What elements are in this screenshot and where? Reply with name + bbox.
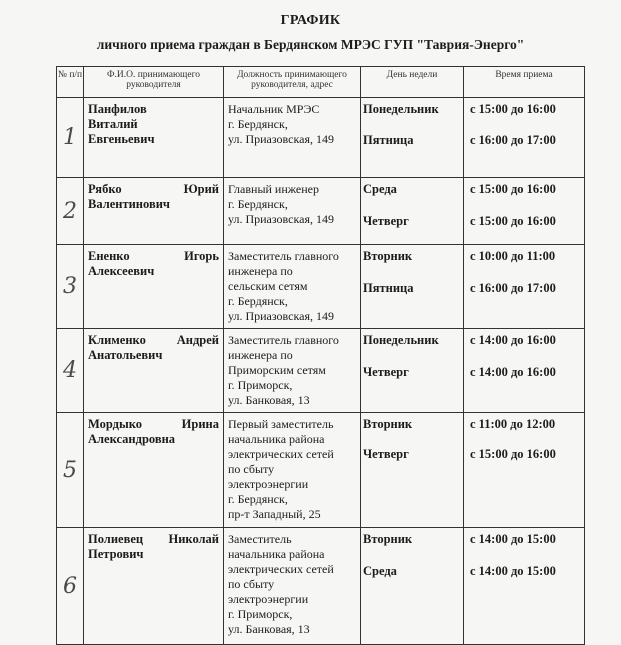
position-line: инженера по <box>228 264 293 278</box>
weekday: Вторник <box>363 417 413 431</box>
position-line: ул. Приазовская, 149 <box>228 212 334 226</box>
name-part: Клименко <box>88 333 146 347</box>
position-line: г. Бердянск, <box>228 294 288 308</box>
name-first-line <box>88 333 223 348</box>
name-part: Анатольевич <box>88 348 163 362</box>
table-row <box>57 245 585 329</box>
position-line: пр-т Западный, 25 <box>228 507 321 521</box>
table-row <box>57 528 585 645</box>
document-subtitle: личного приема граждан в Бердянском МРЭС ГУП "Таврия-Энерго" <box>96 37 525 52</box>
table-row <box>57 178 585 245</box>
position-line: электрических сетей <box>228 447 334 461</box>
table-body <box>57 98 585 645</box>
row-number: 2 <box>57 178 84 245</box>
time-cell <box>464 178 585 245</box>
position-line: инженера по <box>228 348 293 362</box>
position-address <box>224 329 361 413</box>
weekday: Понедельник <box>363 102 439 116</box>
position-line: г. Приморск, <box>228 607 293 621</box>
weekday-cell <box>361 98 464 178</box>
weekday: Среда <box>363 564 397 578</box>
name-part: Панфилов <box>88 102 147 116</box>
reception-time: с 10:00 до 11:00 <box>470 249 556 263</box>
position-line: Заместитель главного <box>228 333 339 347</box>
reception-time: с 14:00 до 15:00 <box>470 564 556 578</box>
person-name <box>84 329 224 413</box>
table-row <box>57 329 585 413</box>
time-cell <box>464 245 585 329</box>
name-part: Алексеевич <box>88 264 155 278</box>
weekday-cell <box>361 528 464 645</box>
weekday: Четверг <box>363 447 409 461</box>
reception-time: с 11:00 до 12:00 <box>470 417 556 431</box>
row-number: 1 <box>57 98 84 178</box>
position-address <box>224 178 361 245</box>
reception-time: с 15:00 до 16:00 <box>470 447 556 461</box>
reception-time: с 16:00 до 17:00 <box>470 281 556 295</box>
weekday: Пятница <box>363 133 414 147</box>
reception-time: с 14:00 до 16:00 <box>470 333 556 347</box>
table-header-row <box>57 67 585 98</box>
reception-time: с 15:00 до 16:00 <box>470 102 556 116</box>
name-part: Александровна <box>88 432 176 446</box>
reception-time: с 15:00 до 16:00 <box>470 214 556 228</box>
position-line: по сбыту <box>228 577 275 591</box>
reception-time: с 16:00 до 17:00 <box>470 133 556 147</box>
position-line: г. Приморск, <box>228 378 293 392</box>
position-line: ул. Банковая, 13 <box>228 393 310 407</box>
position-address <box>224 98 361 178</box>
header-position: Должность принимающего руководителя, адрес <box>224 67 361 98</box>
weekday: Четверг <box>363 214 409 228</box>
person-name <box>84 245 224 329</box>
position-line: г. Бердянск, <box>228 197 288 211</box>
position-line: ул. Банковая, 13 <box>228 622 310 636</box>
name-part: Евгеньевич <box>88 132 155 146</box>
position-line: электрических сетей <box>228 562 334 576</box>
row-number: 5 <box>57 413 84 528</box>
header-name: Ф.И.О. принимающего руководителя <box>84 67 224 98</box>
name-first-line <box>88 182 223 197</box>
name-part: Мордыко <box>88 417 143 431</box>
person-name <box>84 528 224 645</box>
weekday: Пятница <box>363 281 414 295</box>
position-line: электроэнергии <box>228 592 309 606</box>
position-line: Начальник МРЭС <box>228 102 320 116</box>
name-part: Юрий <box>183 182 219 196</box>
position-line: г. Бердянск, <box>228 117 288 131</box>
row-number: 6 <box>57 528 84 645</box>
weekday: Четверг <box>363 365 409 379</box>
name-part: Петрович <box>88 547 144 561</box>
position-line: сельским сетям <box>228 279 308 293</box>
table-row <box>57 413 585 528</box>
position-line: начальника района <box>228 547 325 561</box>
position-line: г. Бердянск, <box>228 492 288 506</box>
header-time: Время приема <box>464 67 585 98</box>
weekday-cell <box>361 245 464 329</box>
schedule-table <box>56 66 585 645</box>
row-number: 4 <box>57 329 84 413</box>
position-line: Приморским сетям <box>228 363 326 377</box>
weekday-cell <box>361 413 464 528</box>
position-address <box>224 528 361 645</box>
position-line: Заместитель главного <box>228 249 339 263</box>
name-part: Ененко <box>88 249 130 263</box>
time-cell <box>464 98 585 178</box>
header-day: День недели <box>361 67 464 98</box>
name-part: Валентинович <box>88 197 170 211</box>
name-part: Николай <box>168 532 219 546</box>
position-line: по сбыту <box>228 462 275 476</box>
position-line: ул. Приазовская, 149 <box>228 309 334 323</box>
weekday: Вторник <box>363 249 413 263</box>
name-first-line <box>88 417 223 432</box>
weekday: Понедельник <box>363 333 439 347</box>
reception-time: с 14:00 до 16:00 <box>470 365 556 379</box>
header-num: № п/п <box>57 67 84 98</box>
name-part: Игорь <box>184 249 219 263</box>
position-line: ул. Приазовская, 149 <box>228 132 334 146</box>
weekday: Среда <box>363 182 397 196</box>
name-part: Полиевец <box>88 532 144 546</box>
time-cell <box>464 329 585 413</box>
person-name <box>84 178 224 245</box>
position-address <box>224 413 361 528</box>
time-cell <box>464 528 585 645</box>
name-first-line <box>88 532 223 547</box>
row-number: 3 <box>57 245 84 329</box>
name-part: Виталий <box>88 117 138 131</box>
name-first-line <box>88 102 223 117</box>
weekday-cell <box>361 178 464 245</box>
document-title: ГРАФИК <box>280 13 341 28</box>
reception-time: с 14:00 до 15:00 <box>470 532 556 546</box>
position-line: Главный инженер <box>228 182 319 196</box>
time-cell <box>464 413 585 528</box>
position-line: Заместитель <box>228 532 292 546</box>
name-part: Ирина <box>181 417 219 431</box>
name-first-line <box>88 249 223 264</box>
position-address <box>224 245 361 329</box>
person-name <box>84 413 224 528</box>
position-line: начальника района <box>228 432 325 446</box>
name-part: Рябко <box>88 182 122 196</box>
weekday: Вторник <box>363 532 413 546</box>
name-part: Андрей <box>176 333 219 347</box>
position-line: электроэнергии <box>228 477 309 491</box>
person-name <box>84 98 224 178</box>
weekday-cell <box>361 329 464 413</box>
position-line: Первый заместитель <box>228 417 334 431</box>
reception-time: с 15:00 до 16:00 <box>470 182 556 196</box>
table-row <box>57 98 585 178</box>
